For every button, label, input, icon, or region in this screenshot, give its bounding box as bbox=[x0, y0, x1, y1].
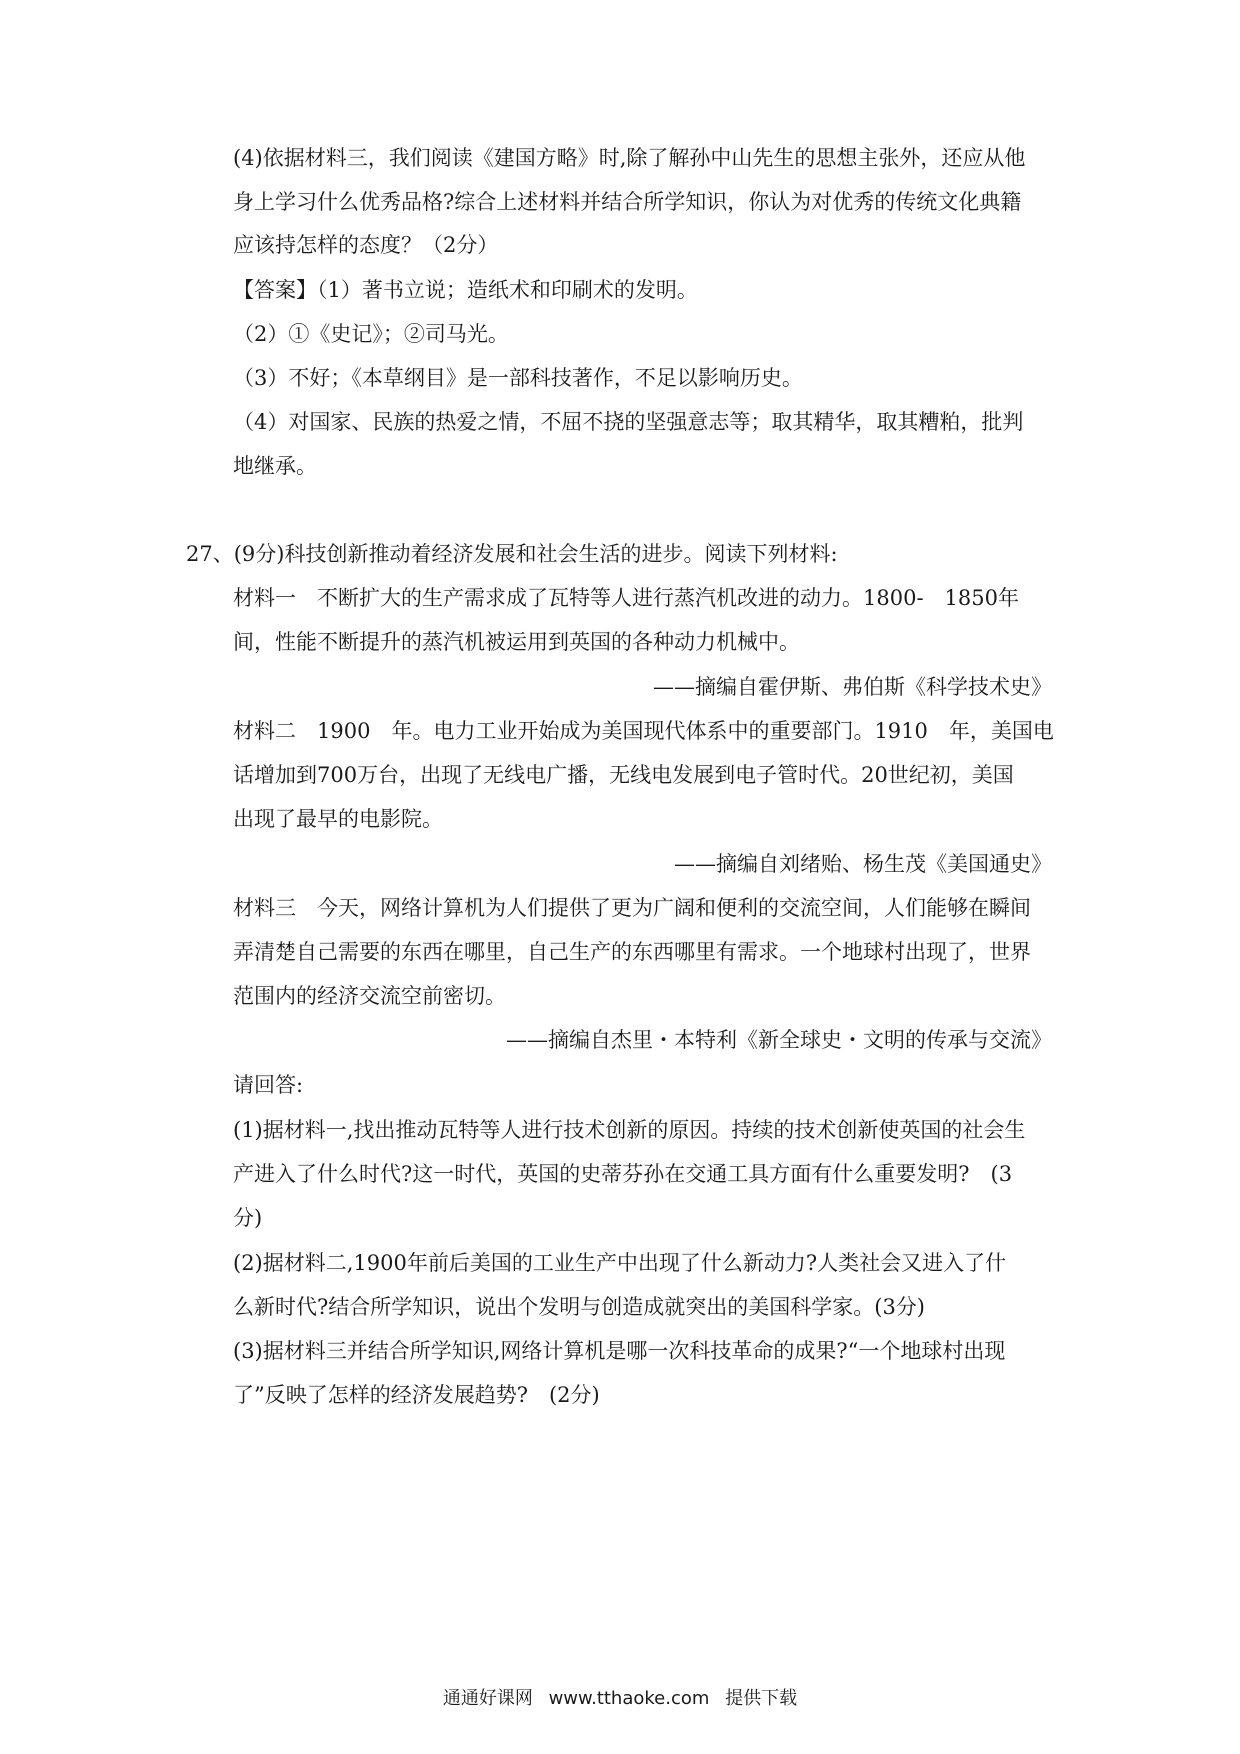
question-line-3: 分) bbox=[233, 1206, 263, 1230]
question-line-2: 产进入了什么时代?这一时代，英国的史蒂芬孙在交通工具方面有什么重要发明? (3 bbox=[233, 1162, 1013, 1186]
material2-line-3: 出现了最早的电影院。 bbox=[233, 807, 443, 831]
footer-url[interactable]: www.tthaoke.com bbox=[548, 1688, 710, 1709]
answer-line-5: 地继承。 bbox=[233, 454, 317, 478]
question-line-1: (1)据材料一,找出推动瓦特等人进行技术创新的原因。持续的技术创新使英国的社会生 bbox=[233, 1118, 1026, 1142]
q26-part4-line-1: (4)依据材料三，我们阅读《建国方略》时,除了解孙中山先生的思想主张外，还应从他 bbox=[233, 146, 1026, 170]
material1-line-2: 间，性能不断提升的蒸汽机被运用到英国的各种动力机械中。 bbox=[233, 630, 800, 654]
material1-source: ——摘编自霍伊斯、弗伯斯《科学技术史》 bbox=[653, 675, 1052, 699]
material3-line-3: 范围内的经济交流空前密切。 bbox=[233, 984, 506, 1008]
material2-line-1: 材料二 1900 年。电力工业开始成为美国现代体系中的重要部门。1910 年，美国电 bbox=[233, 719, 1054, 743]
answer-prompt: 请回答: bbox=[233, 1073, 304, 1097]
answer-line-1: 【答案】（1）著书立说；造纸术和印刷术的发明。 bbox=[233, 278, 698, 302]
material2-source: ——摘编自刘绪贻、杨生茂《美国通史》 bbox=[674, 852, 1052, 876]
material3-source: ——摘编自杰里・本特利《新全球史・文明的传承与交流》 bbox=[506, 1028, 1052, 1052]
footer-suffix: 提供下载 bbox=[725, 1688, 798, 1709]
material2-line-2: 话增加到700万台，出现了无线电广播，无线电发展到电子管时代。20世纪初，美国 bbox=[233, 763, 1014, 787]
q26-part4-line-2: 身上学习什么优秀品格?综合上述材料并结合所学知识，你认为对优秀的传统文化典籍 bbox=[233, 190, 1022, 214]
material1-line-1: 材料一 不断扩大的生产需求成了瓦特等人进行蒸汽机改进的动力。1800- 1850年 bbox=[233, 586, 1019, 610]
answer-line-3: （3）不好；《本草纲目》是一部科技著作，不足以影响历史。 bbox=[233, 366, 803, 390]
answer-line-4: （4）对国家、民族的热爱之情，不屈不挠的坚强意志等；取其精华，取其糟粕，批判 bbox=[233, 410, 1024, 434]
material3-line-2: 弄清楚自己需要的东西在哪里，自己生产的东西哪里有需求。一个地球村出现了，世界 bbox=[233, 940, 1031, 964]
answer-line-2: （2）①《史记》；②司马光。 bbox=[233, 322, 509, 346]
q27-heading: 27、(9分)科技创新推动着经济发展和社会生活的进步。阅读下列材料: bbox=[186, 542, 838, 566]
q26-part4-line-3: 应该持怎样的态度？（2分） bbox=[233, 233, 499, 257]
footer-site-name: 通通好课网 bbox=[442, 1688, 533, 1709]
page-footer bbox=[0, 1686, 1240, 1712]
question-line-4: (2)据材料二,1900年前后美国的工业生产中出现了什么新动力?人类社会又进入了什 bbox=[233, 1251, 1007, 1275]
question-line-7: 了”反映了怎样的经济发展趋势? (2分) bbox=[233, 1383, 600, 1407]
material3-line-1: 材料三 今天，网络计算机为人们提供了更为广阔和便利的交流空间，人们能够在瞬间 bbox=[233, 896, 1031, 920]
question-line-5: 么新时代?结合所学知识，说出个发明与创造成就突出的美国科学家。(3分) bbox=[233, 1295, 926, 1319]
question-line-6: (3)据材料三并结合所学知识,网络计算机是哪一次科技革命的成果?“一个地球村出现 bbox=[233, 1339, 1006, 1363]
